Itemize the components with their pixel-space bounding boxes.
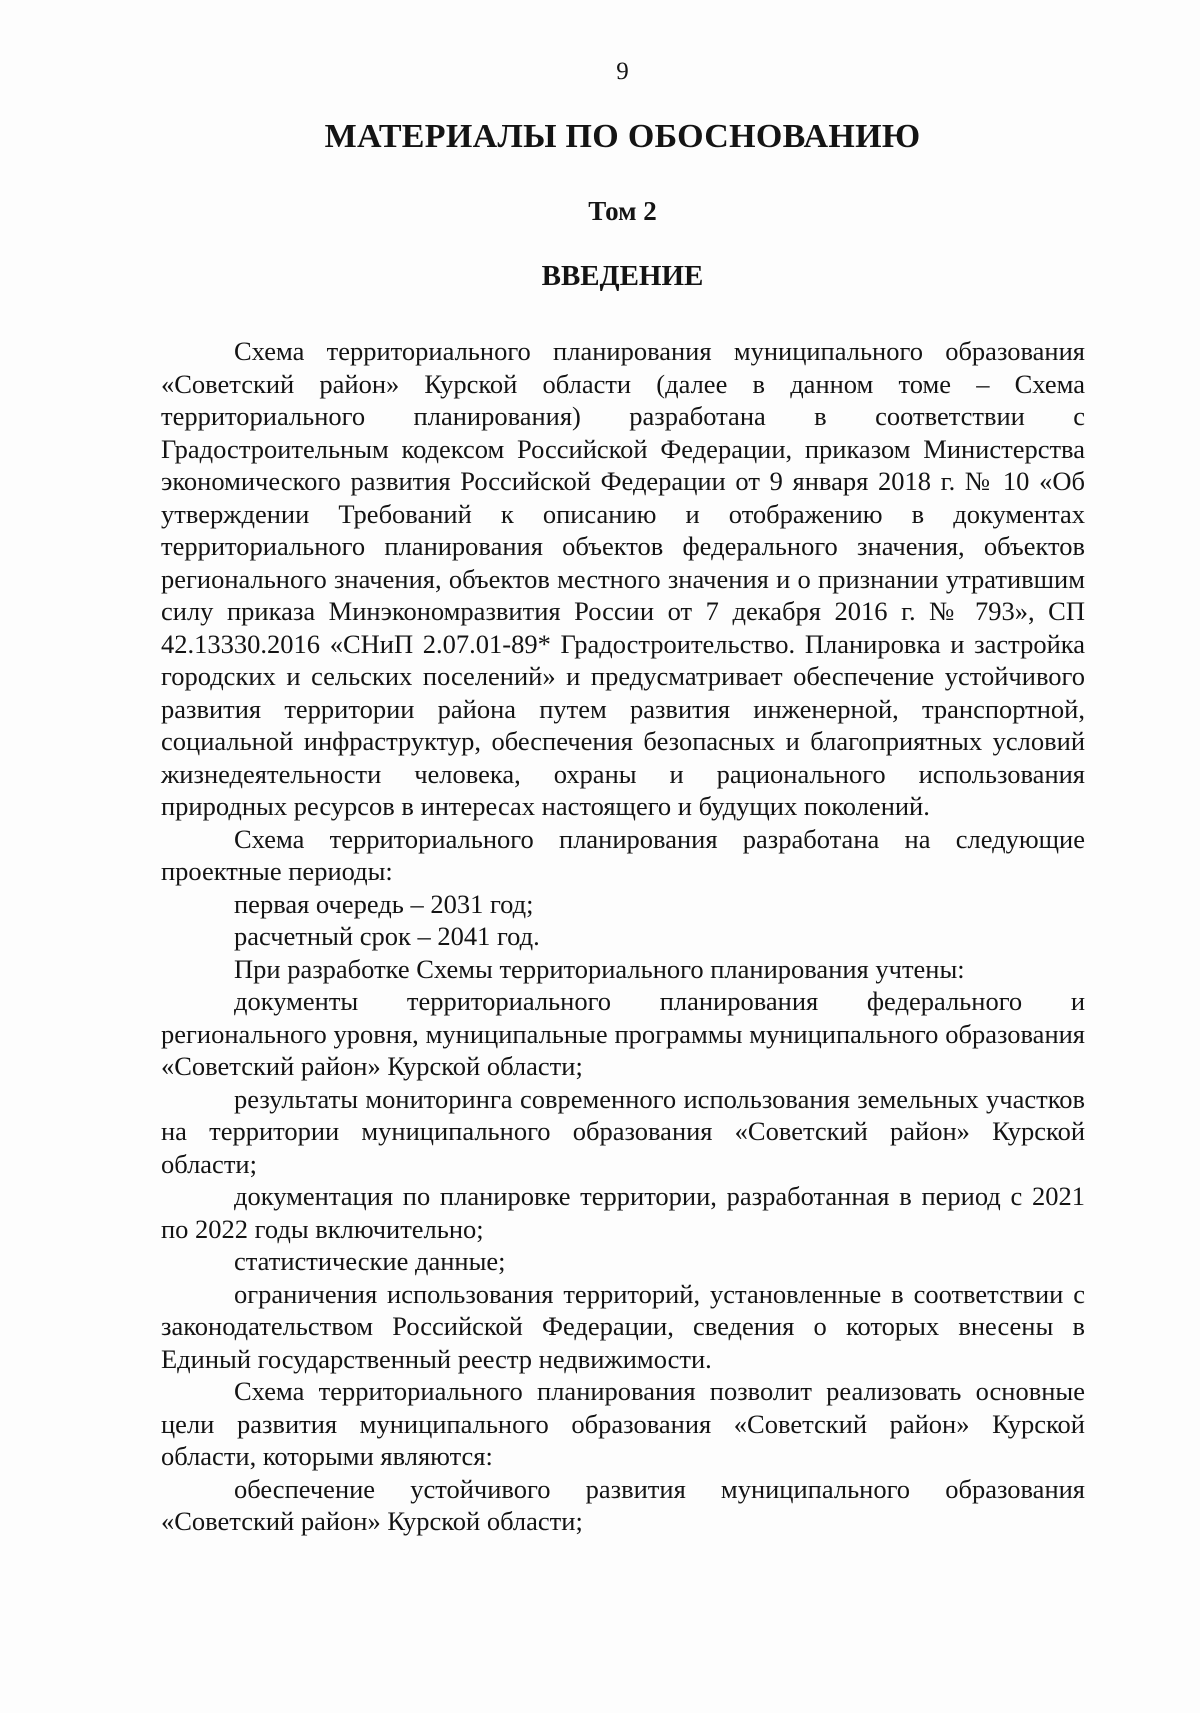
paragraph: При разработке Схемы территориального планирования учтены:	[234, 953, 965, 984]
paragraph: Схема территориального планирования муниципального образования «Советский район» Курской области (далее в данном томе – Схема территориального планирования) разработана в соответствии с Градостроительным кодексом Российской Федерации, приказом Министерства экономического развития Российской Федерации от 9 января 2018 г. № 10 «Об утверждении Требований к описанию и отображению в документах территориального планирования объектов федерального значения, объектов регионального значения, объектов местного значения и о признании утратившим силу приказа Минэкономразвития России от 7 декабря 2016 г. № 793», СП 42.13330.2016 «СНиП 2.07.01-89* Градостроительство. Планировка и застройка городских и сельских поселений» и предусматривает обеспечение устойчивого развития территории района путем развития инженерной, транспортной, социальной инфраструктур, обеспечения безопасных и благоприятных условий жизнедеятельности человека, охраны и рационального использования природных ресурсов в интересах настоящего и будущих поколений.	[161, 336, 1085, 821]
list-item: обеспечение устойчивого развития муниципального образования «Советский район» Курской области;	[161, 1473, 1085, 1536]
document-title: МАТЕРИАЛЫ ПО ОБОСНОВАНИЮ	[324, 118, 921, 155]
section-heading: ВВЕДЕНИЕ	[541, 260, 704, 292]
volume-label: Том 2	[588, 196, 657, 226]
list-item: документация по планировке территории, разработанная в период с 2021 по 2022 годы включительно;	[161, 1181, 1085, 1244]
list-item: статистические данные;	[234, 1246, 506, 1276]
paragraph: Схема территориального планирования позволит реализовать основные цели развития муниципального образования «Советский район» Курской области, которыми являются:	[161, 1376, 1085, 1471]
list-item: ограничения использования территорий, установленные в соответствии с законодательством Российской Федерации, сведения о которых внесены в Единый государственный реестр недвижимости.	[161, 1278, 1085, 1374]
list-item: расчетный срок – 2041 год.	[234, 921, 540, 951]
page-number: 9	[616, 58, 629, 85]
list-item: первая очередь – 2031 год;	[234, 888, 534, 919]
list-item: результаты мониторинга современного использования земельных участков на территории муниципального образования «Советский район» Курской области;	[161, 1083, 1085, 1179]
body-text	[161, 335, 1085, 1538]
paragraph: Схема территориального планирования разработана на следующие проектные периоды:	[161, 823, 1085, 886]
list-item: документы территориального планирования федерального и регионального уровня, муниципальные программы муниципального образования «Советский район» Курской области;	[161, 986, 1085, 1081]
